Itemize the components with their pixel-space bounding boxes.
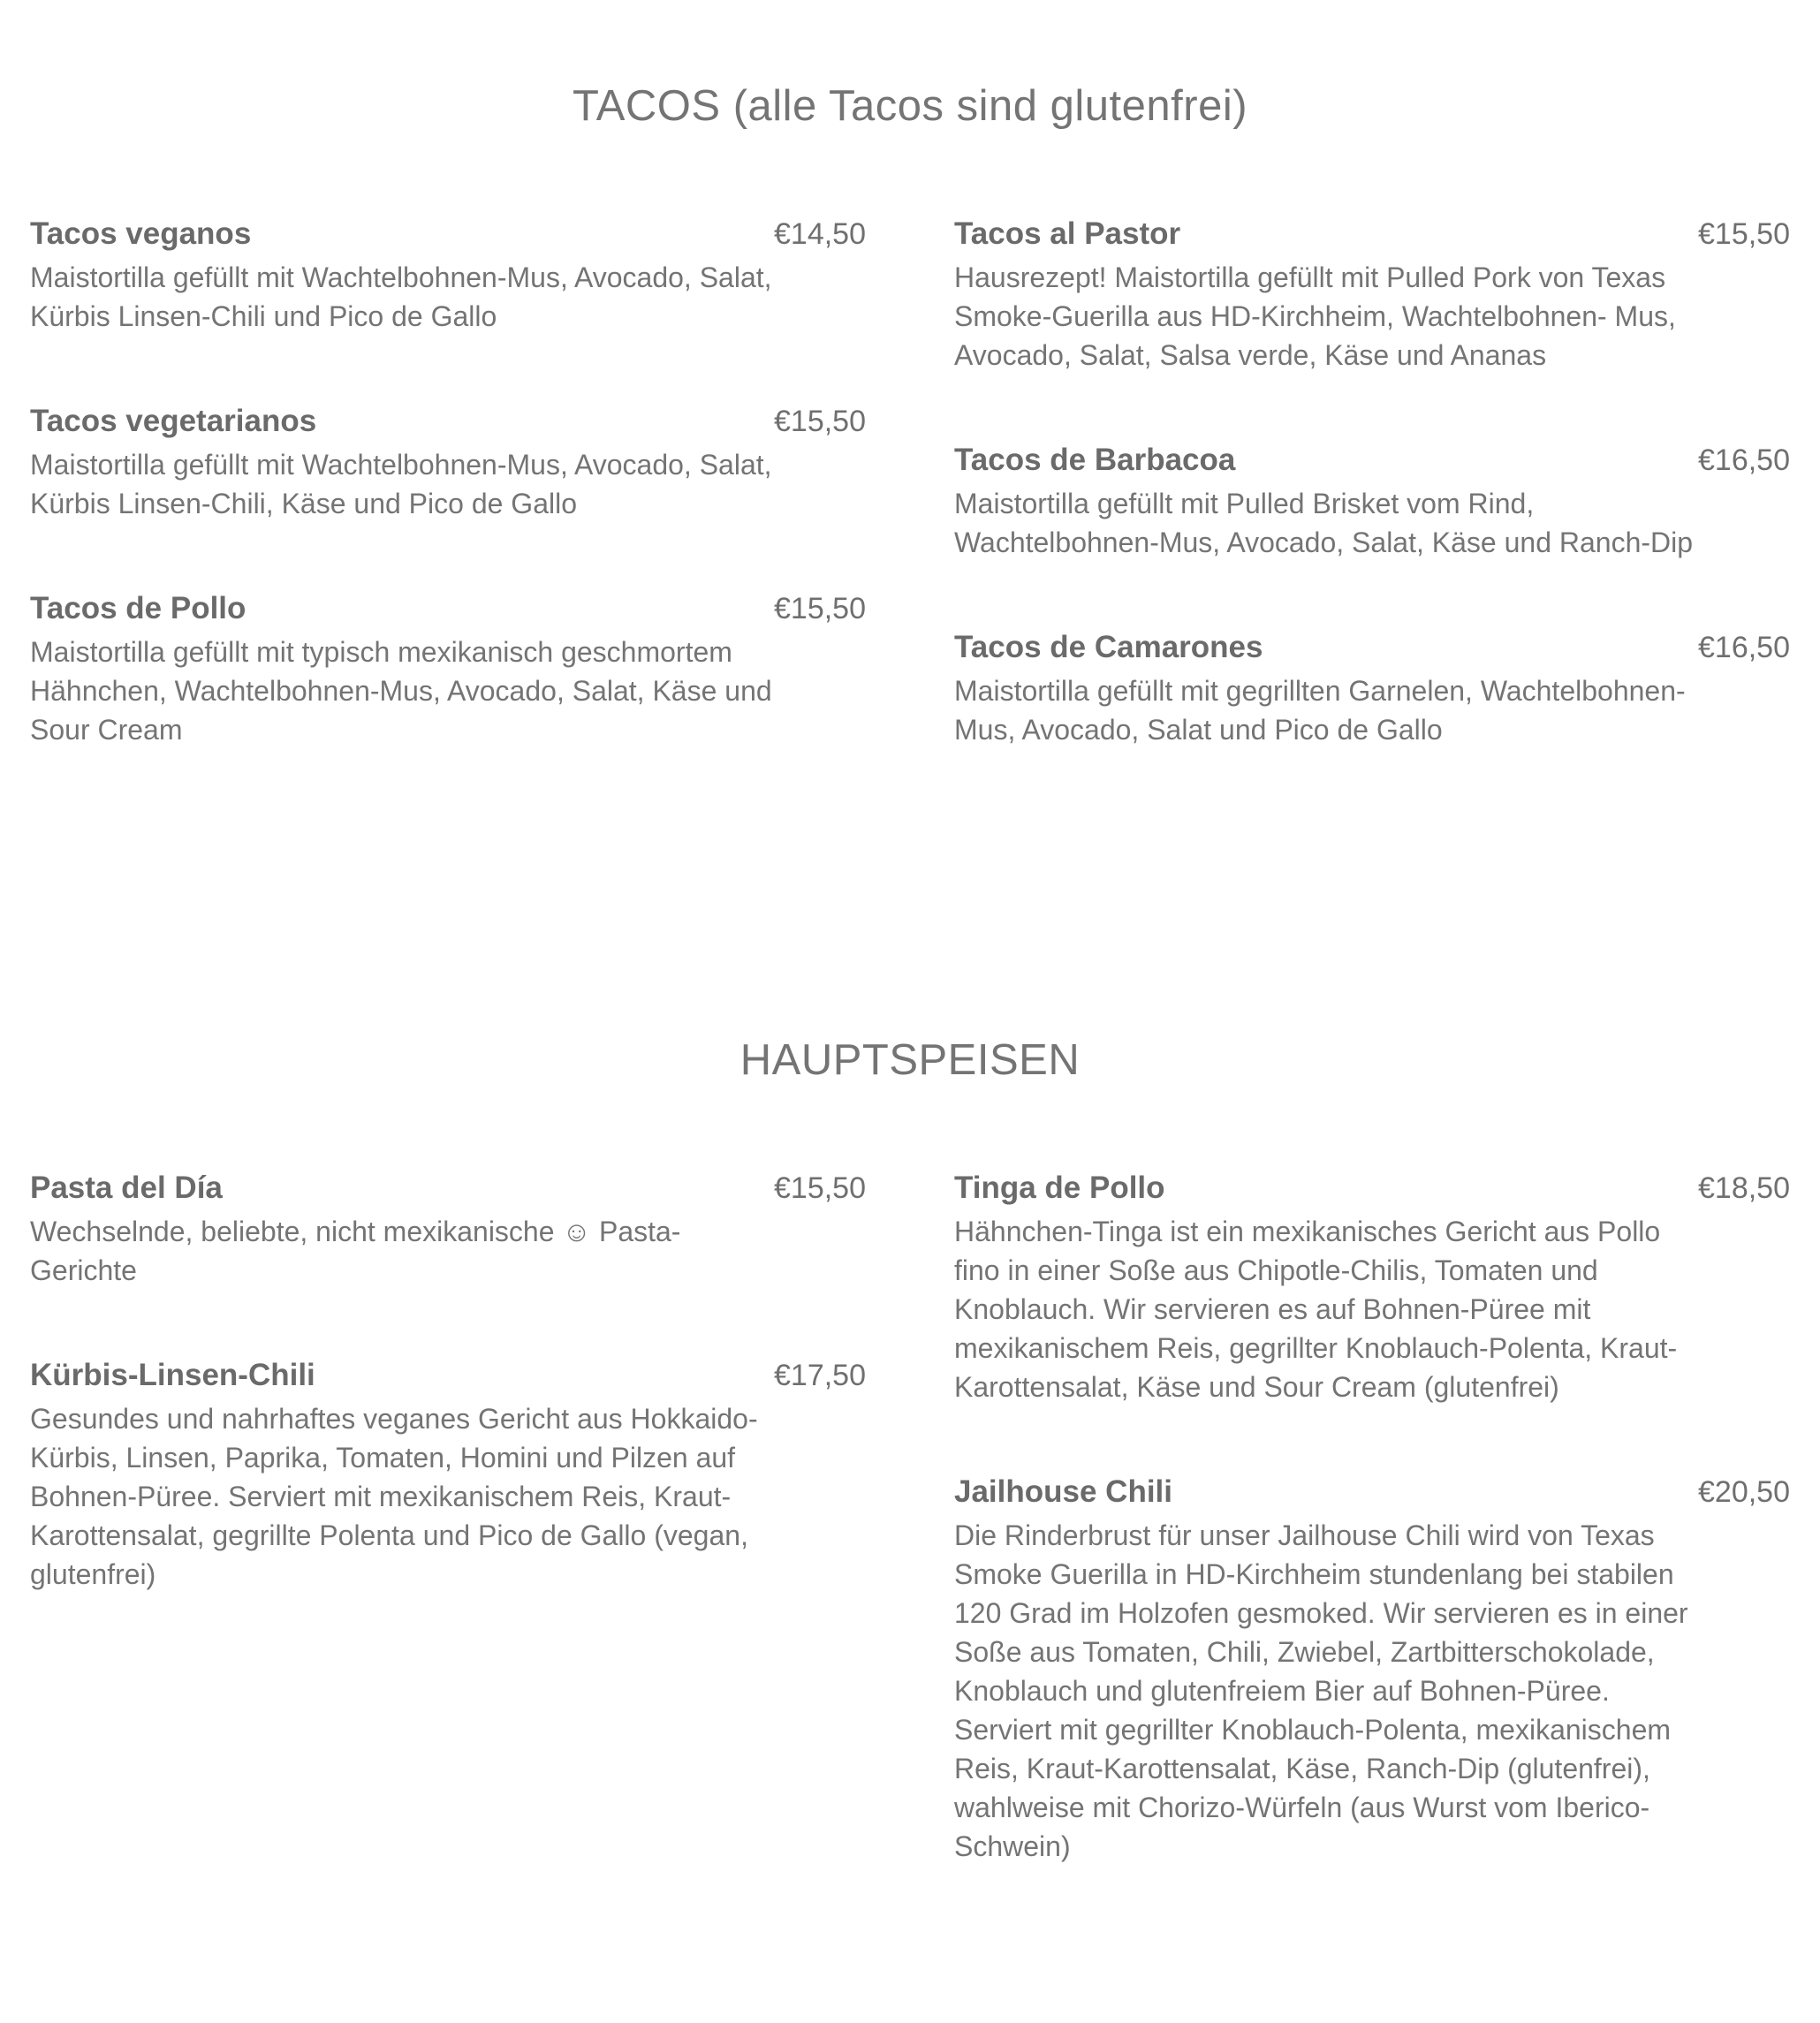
menu-item-description: Gesundes und nahrhaftes veganes Gericht aus Hokkaido-Kürbis, Linsen, Paprika, Tomaten, Homini und Pilzen auf Bohnen-Püree. Serviert mit mexikanischem Reis, Kraut-Karottensalat, gegrillte Polenta und Pico de Gallo (vegan, glutenfrei) [30,1403,758,1590]
menu-column-right [954,1166,1790,1929]
menu-item-name: Kürbis-Linsen-Chili [30,1358,315,1392]
menu-item-price: €15,50 [774,1171,866,1205]
menu-item-price: €15,50 [1698,217,1790,251]
menu-item-price: €16,50 [1698,443,1790,477]
menu-item-name: Tacos al Pastor [954,216,1181,251]
section-title-hauptspeisen: HAUPTSPEISEN [739,1036,1081,1084]
menu-item [954,625,1790,749]
menu-item-description: Hausrezept! Maistortilla gefüllt mit Pulled Pork von Texas Smoke-Guerilla aus HD-Kirchheim, Wachtelbohnen- Mus, Avocado, Salat, Salsa verde, Käse und Ananas [954,261,1676,371]
menu-item-price: €17,50 [774,1359,866,1392]
menu-item [954,1470,1790,1866]
menu-item-name: Tacos veganos [30,216,252,251]
menu-item [954,438,1790,562]
menu-item-name: Jailhouse Chili [954,1474,1172,1509]
section-title-tacos: TACOS (alle Tacos sind glutenfrei) [572,82,1248,130]
menu-item-description: Maistortilla gefüllt mit Wachtelbohnen-Mus, Avocado, Salat, Kürbis Linsen-Chili und Pico de Gallo [30,261,772,332]
menu-column-left [30,1166,866,1657]
menu-item-price: €18,50 [1698,1171,1790,1205]
menu-item [30,212,866,336]
menu-item [30,1353,866,1594]
menu-column-right [954,212,1790,813]
menu-item-description: Hähnchen-Tinga ist ein mexikanisches Gericht aus Pollo fino in einer Soße aus Chipotle-Chilis, Tomaten und Knoblauch. Wir servieren es auf Bohnen-Püree mit mexikanischem Reis, gegrillter Knoblauch-Polenta, Kraut-Karottensalat, Käse und Sour Cream (glutenfrei) [954,1216,1678,1403]
menu-item [954,212,1790,375]
menu-item-name: Tacos de Pollo [30,591,246,625]
menu-item [954,1166,1790,1406]
section-tacos [0,0,1820,746]
section-hauptspeisen [0,954,1820,1862]
menu-item-description: Maistortilla gefüllt mit Pulled Brisket vom Rind, Wachtelbohnen-Mus, Avocado, Salat, Käse und Ranch-Dip [954,488,1694,558]
menu-item [30,587,866,749]
menu-item-name: Pasta del Día [30,1171,223,1205]
menu-item-description: Maistortilla gefüllt mit Wachtelbohnen-Mus, Avocado, Salat, Kürbis Linsen-Chili, Käse und Pico de Gallo [30,449,772,519]
menu-item-name: Tacos de Camarones [954,630,1263,664]
menu-item-description: Wechselnde, beliebte, nicht mexikanische ☺ Pasta-Gerichte [30,1216,681,1286]
menu-item-description: Maistortilla gefüllt mit typisch mexikanisch geschmortem Hähnchen, Wachtelbohnen-Mus, Avocado, Salat, Käse und Sour Cream [30,636,772,746]
menu-item [30,399,866,523]
menu-item-description: Maistortilla gefüllt mit gegrillten Garnelen, Wachtelbohnen-Mus, Avocado, Salat und Pico de Gallo [954,675,1686,746]
menu-item-price: €20,50 [1698,1475,1790,1509]
menu-item-name: Tacos de Barbacoa [954,443,1236,477]
menu-item-name: Tinga de Pollo [954,1171,1165,1205]
menu-column-left [30,212,866,813]
menu-item-price: €15,50 [774,592,866,625]
menu-item-price: €16,50 [1698,631,1790,664]
menu-item [30,1166,866,1290]
menu-item-price: €15,50 [774,405,866,438]
menu-item-description: Die Rinderbrust für unser Jailhouse Chili wird von Texas Smoke Guerilla in HD-Kirchheim stundenlang bei stabilen 120 Grad im Holzofen gesmoked. Wir servieren es in einer Soße aus Tomaten, Chili, Zwiebel, Zartbitterschokolade, Knoblauch und glutenfreiem Bier auf Bohnen-Püree. Serviert mit gegrillter Knoblauch-Polenta, mexikanischem Reis, Kraut-Karottensalat, Käse, Ranch-Dip (glutenfrei), wahlweise mit Chorizo-Würfeln (aus Wurst vom Iberico-Schwein) [954,1519,1688,1862]
menu-item-price: €14,50 [774,217,866,251]
menu-item-name: Tacos vegetarianos [30,404,317,438]
